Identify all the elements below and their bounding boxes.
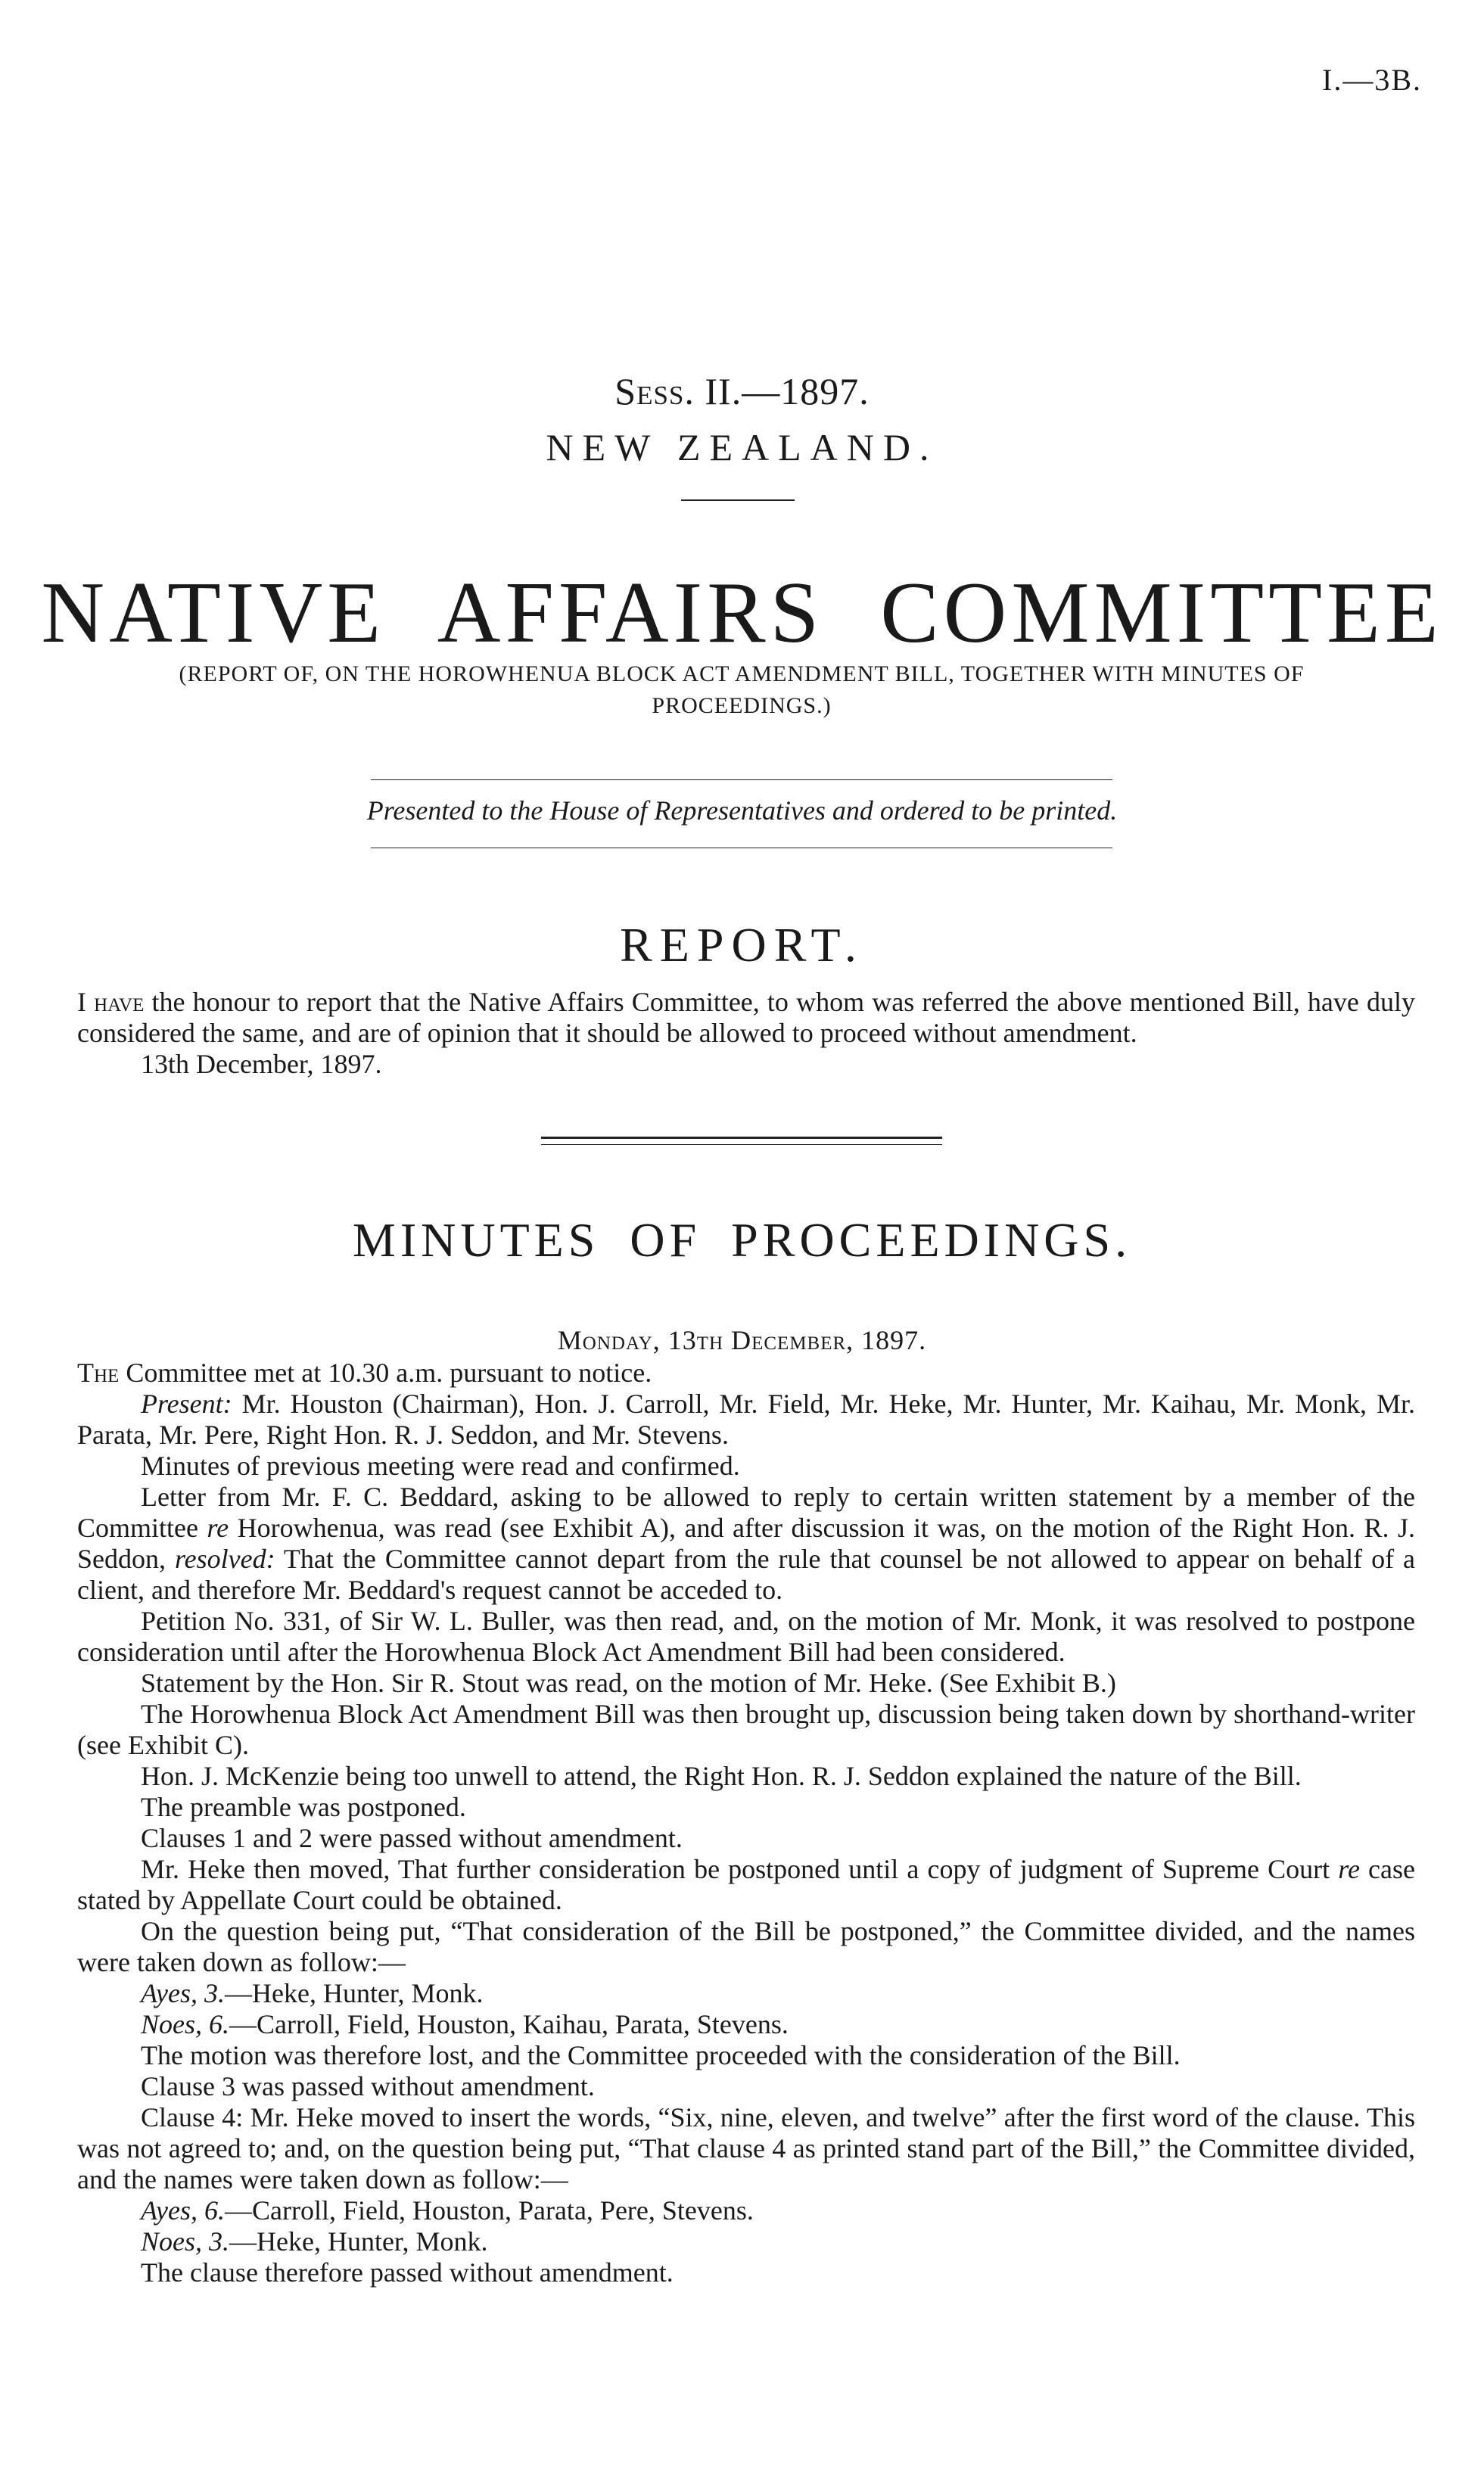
vote-names: —Carroll, Field, Houston, Parata, Pere, Stevens. <box>224 2195 754 2226</box>
document-subtitle: (REPORT OF, ON THE HOROWHENUA BLOCK ACT AMENDMENT BILL, TOGETHER WITH MINUTES OF PROCEEDINGS.) <box>179 661 1305 718</box>
minutes-text: Mr. Heke then moved, That further consideration be postponed until a copy of judgment of Supreme Court <box>141 1854 1339 1884</box>
vote-ayes <box>77 1978 1415 2009</box>
minutes-text: Horowhenua, was read (see Exhibit A), and after discussion it was, on the motion of the Right Hon. R. J. Seddon, <box>77 1513 1416 1574</box>
minutes-paragraph: Hon. J. McKenzie being too unwell to attend, the Right Hon. R. J. Seddon explained the nature of the Bill. <box>141 1761 1302 1791</box>
vote-label: Noes, 6. <box>141 2009 229 2039</box>
minutes-text-italic: re <box>207 1513 229 1543</box>
report-paragraph <box>77 987 1415 1049</box>
minutes-heading: MINUTES OF PROCEEDINGS. <box>352 1213 1132 1267</box>
minutes-paragraph: On the question being put, “That consideration of the Bill be postponed,” the Committee divided, and the names were taken down as follow:— <box>77 1916 1415 1977</box>
document-title: NATIVE AFFAIRS COMMITTEE <box>41 565 1443 661</box>
vote-noes <box>77 2009 1415 2040</box>
report-date: 13th December, 1897. <box>141 1049 382 1079</box>
minutes-paragraph <box>77 1389 1415 1451</box>
minutes-paragraph: Clause 4: Mr. Heke moved to insert the words, “Six, nine, eleven, and twelve” after the first word of the clause. This was not agreed to; and, on the question being put, “That clause 4 as printed stand part of the Bill,” the Committee divided, and the names were taken down as follow:— <box>77 2102 1415 2194</box>
minutes-text: That the Committee cannot depart from the rule that counsel be not allowed to appear on behalf of a client, and therefore Mr. Beddard's request cannot be acceded to. <box>77 1544 1416 1605</box>
vote-names: —Heke, Hunter, Monk. <box>229 2226 488 2257</box>
vote-label: Ayes, 6. <box>141 2195 225 2226</box>
vote-names: —Heke, Hunter, Monk. <box>224 1978 484 2008</box>
country-line: NEW ZEALAND. <box>546 426 938 468</box>
minutes-date: Monday, 13th December, 1897. <box>557 1325 927 1355</box>
minutes-paragraph: Statement by the Hon. Sir R. Stout was read, on the motion of Mr. Heke. (See Exhibit B.) <box>141 1668 1116 1698</box>
minutes-text: Letter from Mr. F. C. Beddard, asking to be allowed to reply to certain written statement by a member of the Committee <box>77 1482 1415 1543</box>
double-rule-top <box>541 1137 942 1139</box>
page-reference: I.—3B. <box>1322 63 1422 97</box>
minutes-body <box>77 1358 1415 2288</box>
minutes-text-italic: resolved: <box>174 1544 275 1574</box>
minutes-paragraph <box>77 1358 1415 1389</box>
minutes-text: Committee met at 10.30 a.m. pursuant to notice. <box>119 1358 652 1388</box>
divider-upper <box>371 779 1112 780</box>
report-text: the honour to report that the Native Affairs Committee, to whom was referred the above mentioned Bill, have duly considered the same, and are of opinion that it should be allowed to proceed without amendment. <box>77 987 1415 1048</box>
vote-names: —Carroll, Field, Houston, Kaihau, Parata, Stevens. <box>229 2009 789 2039</box>
report-opening: I have <box>77 987 145 1017</box>
session-line: Sess. II.—1897. <box>614 370 870 412</box>
vote-label: Ayes, 3. <box>141 1978 225 2008</box>
minutes-lead: The <box>77 1358 120 1388</box>
minutes-paragraph <box>77 1854 1415 1916</box>
vote-noes <box>77 2226 1415 2257</box>
minutes-paragraph: The Horowhenua Block Act Amendment Bill was then brought up, discussion being taken down by shorthand-writer (see Exhibit C). <box>77 1699 1415 1760</box>
minutes-paragraph <box>77 1482 1415 1606</box>
minutes-paragraph: The preamble was postponed. <box>141 1792 466 1822</box>
minutes-paragraph: Clauses 1 and 2 were passed without amendment. <box>141 1823 683 1853</box>
divider-short <box>681 499 795 501</box>
minutes-text: case stated by Appellate Court could be obtained. <box>77 1854 1415 1915</box>
report-body <box>77 987 1415 1080</box>
minutes-text-italic: re <box>1338 1854 1360 1884</box>
present-label: Present: <box>141 1389 232 1419</box>
minutes-paragraph: Clause 3 was passed without amendment. <box>141 2071 595 2101</box>
vote-ayes <box>77 2195 1415 2226</box>
minutes-paragraph: Minutes of previous meeting were read and confirmed. <box>141 1451 740 1481</box>
minutes-paragraph: Petition No. 331, of Sir W. L. Buller, was then read, and, on the motion of Mr. Monk, it was resolved to postpone consideration until after the Horowhenua Block Act Amendment Bill had been considered. <box>77 1606 1415 1667</box>
report-heading: REPORT. <box>620 918 864 972</box>
present-list: Mr. Houston (Chairman), Hon. J. Carroll, Mr. Field, Mr. Heke, Mr. Hunter, Mr. Kaihau, Mr. Monk, Mr. Parata, Mr. Pere, Right Hon. R. J. Seddon, and Mr. Stevens. <box>77 1389 1415 1450</box>
minutes-paragraph: The clause therefore passed without amendment. <box>141 2257 674 2288</box>
vote-label: Noes, 3. <box>141 2226 229 2257</box>
minutes-paragraph: The motion was therefore lost, and the Committee proceeded with the consideration of the Bill. <box>141 2040 1181 2070</box>
presented-line: Presented to the House of Representatives and ordered to be printed. <box>366 795 1118 826</box>
double-rule-bottom <box>541 1144 942 1145</box>
